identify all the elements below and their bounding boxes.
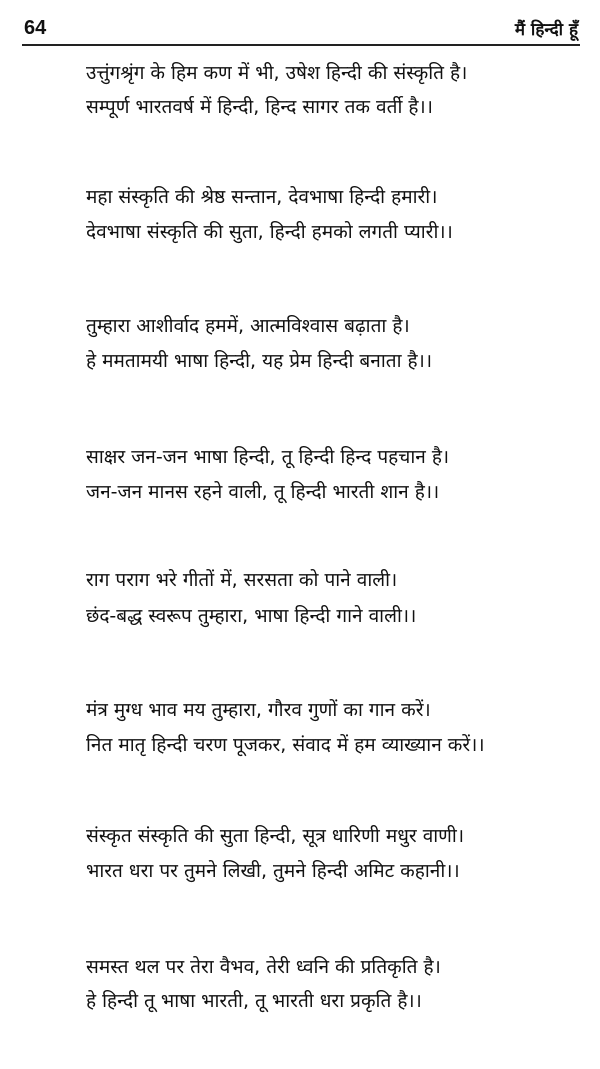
stanza-7-line-1: संस्कृत संस्कृति की सुता हिन्दी, सूत्र धारिणी मधुर वाणी। — [86, 825, 465, 847]
stanza-1-line-1: उत्तुंगश्रृंग के हिम कण में भी, उषेश हिन्दी की संस्कृति है। — [86, 62, 468, 84]
page-header — [22, 14, 580, 46]
stanza-4-line-1: साक्षर जन-जन भाषा हिन्दी, तू हिन्दी हिन्द पहचान है। — [86, 446, 450, 468]
stanza-8-line-2: हे हिन्दी तू भाषा भारती, तू भारती धरा प्रकृति है।। — [86, 990, 422, 1012]
stanza-8-line-1: समस्त थल पर तेरा वैभव, तेरी ध्वनि की प्रतिकृति है। — [86, 956, 441, 978]
stanza-4-line-2: जन-जन मानस रहने वाली, तू हिन्दी भारती शान है।। — [86, 481, 440, 503]
stanza-1-line-2: सम्पूर्ण भारतवर्ष में हिन्दी, हिन्द सागर तक वर्ती है।। — [86, 96, 433, 118]
stanza-2-line-2: देवभाषा संस्कृति की सुता, हिन्दी हमको लगती प्यारी।। — [86, 221, 453, 243]
stanza-5-line-1: राग पराग भरे गीतों में, सरसता को पाने वाली। — [86, 569, 398, 591]
stanza-5-line-2: छंद-बद्ध स्वरूप तुम्हारा, भाषा हिन्दी गाने वाली।। — [86, 605, 417, 627]
stanza-7-line-2: भारत धरा पर तुमने लिखी, तुमने हिन्दी अमिट कहानी।। — [86, 860, 460, 882]
stanza-2-line-1: महा संस्कृति की श्रेष्ठ सन्तान, देवभाषा हिन्दी हमारी। — [86, 186, 438, 208]
stanza-3-line-1: तुम्हारा आशीर्वाद हममें, आत्मविश्वास बढ़ाता है। — [86, 315, 410, 337]
stanza-6-line-2: नित मातृ हिन्दी चरण पूजकर, संवाद में हम व्याख्यान करें।। — [86, 734, 485, 756]
running-title: मैं हिन्दी हूँ — [514, 20, 578, 40]
page-number: 64 — [24, 17, 47, 39]
stanza-6-line-1: मंत्र मुग्ध भाव मय तुम्हारा, गौरव गुणों का गान करें। — [86, 699, 431, 721]
stanza-3-line-2: हे ममतामयी भाषा हिन्दी, यह प्रेम हिन्दी बनाता है।। — [86, 350, 433, 372]
